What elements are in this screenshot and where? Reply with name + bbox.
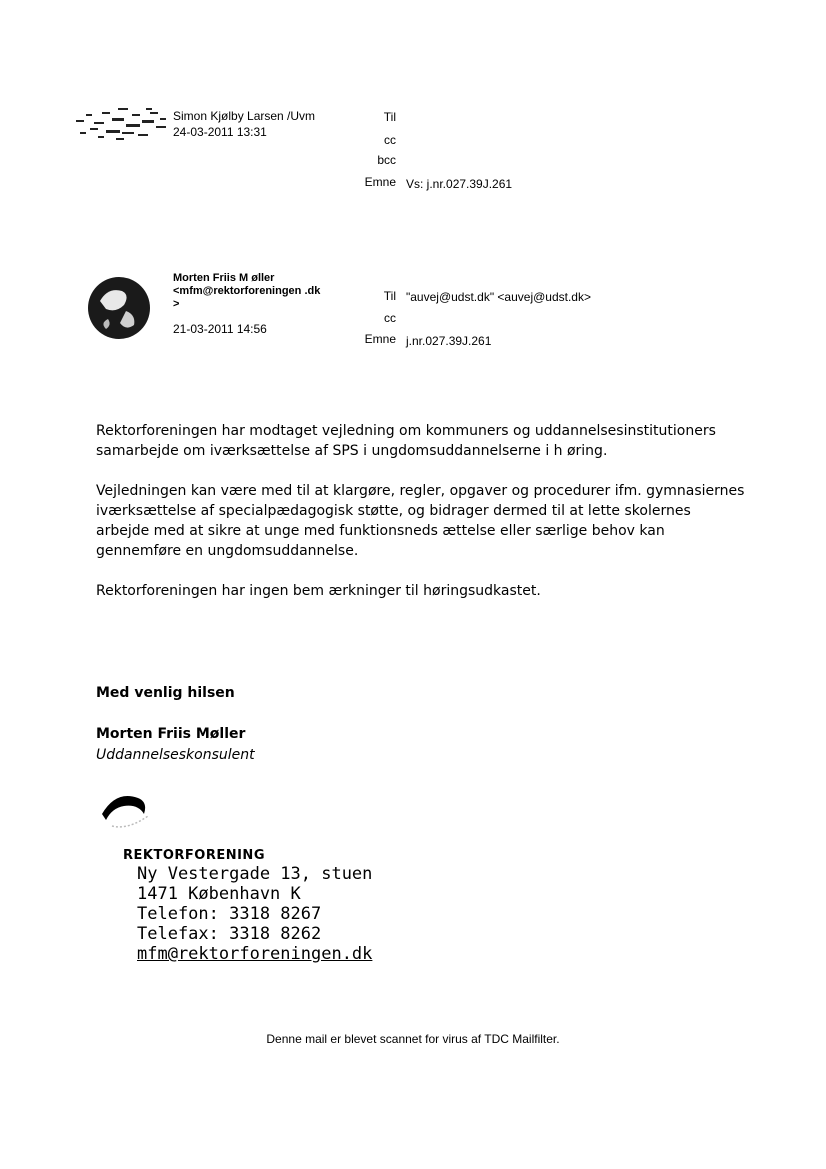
message-body — [96, 421, 756, 621]
sender-email: <mfm@rektorforeningen .dk — [173, 285, 321, 297]
body-line: gennemføre en ungdomsuddannelse. — [96, 543, 359, 559]
signer-name: Morten Friis Møller — [96, 726, 246, 742]
avatar-photo — [86, 275, 152, 341]
sent-date: 21-03-2011 14:56 — [173, 322, 267, 336]
sender-email-end: > — [173, 298, 180, 310]
address-block — [137, 864, 372, 964]
greeting: Med venlig hilsen — [96, 685, 235, 701]
phone: Telefon: 3318 8267 — [137, 904, 322, 924]
bcc-label: bcc — [377, 153, 396, 167]
paragraph: Rektorforeningen har ingen bem ærkninger til høringsudkastet. — [96, 583, 541, 599]
virus-scan-note: Denne mail er blevet scannet for virus af TDC Mailfilter. — [266, 1032, 560, 1046]
org-name: REKTORFORENING — [123, 848, 265, 863]
paragraph — [96, 421, 756, 461]
cc-label: cc — [384, 133, 396, 147]
paragraph — [96, 481, 756, 561]
rektorforening-logo-icon — [98, 786, 158, 836]
avatar-scribble — [72, 104, 168, 144]
fax: Telefax: 3318 8262 — [137, 924, 322, 944]
to-value: "auvej@udst.dk" <auvej@udst.dk> — [406, 290, 591, 304]
body-line: iværksættelse af specialpædagogisk støtte, og bidrager dermed til at lette skolernes — [96, 503, 691, 519]
address-line: Ny Vestergade 13, stuen — [137, 864, 373, 884]
signer-title: Uddannelseskonsulent — [96, 747, 255, 763]
subject-label: Emne — [364, 175, 396, 189]
cc-label: cc — [384, 311, 396, 325]
sent-date: 24-03-2011 13:31 — [173, 125, 267, 139]
body-line: Rektorforeningen har modtaget vejledning om kommuners og uddannelsesinstitutioners — [96, 423, 716, 439]
subject-value: Vs: j.nr.027.39J.261 — [406, 177, 513, 191]
to-label: Til — [383, 110, 396, 124]
subject-value: j.nr.027.39J.261 — [406, 334, 492, 348]
subject-label: Emne — [364, 332, 396, 346]
address-line: 1471 København K — [137, 884, 301, 904]
body-line: samarbejde om iværksættelse af SPS i ungdomsuddannelserne i h øring. — [96, 443, 608, 459]
sender-name: Morten Friis M øller — [173, 272, 275, 284]
body-line: Vejledningen kan være med til at klargøre, regler, opgaver og procedurer ifm. gymnasiernes — [96, 483, 745, 499]
to-label: Til — [383, 289, 396, 303]
body-line: arbejde med at sikre at unge med funktionsneds ættelse eller særlige behov kan — [96, 523, 665, 539]
sender-name: Simon Kjølby Larsen /Uvm — [173, 109, 316, 123]
email-link[interactable]: mfm@rektorforeningen.dk — [137, 944, 373, 964]
